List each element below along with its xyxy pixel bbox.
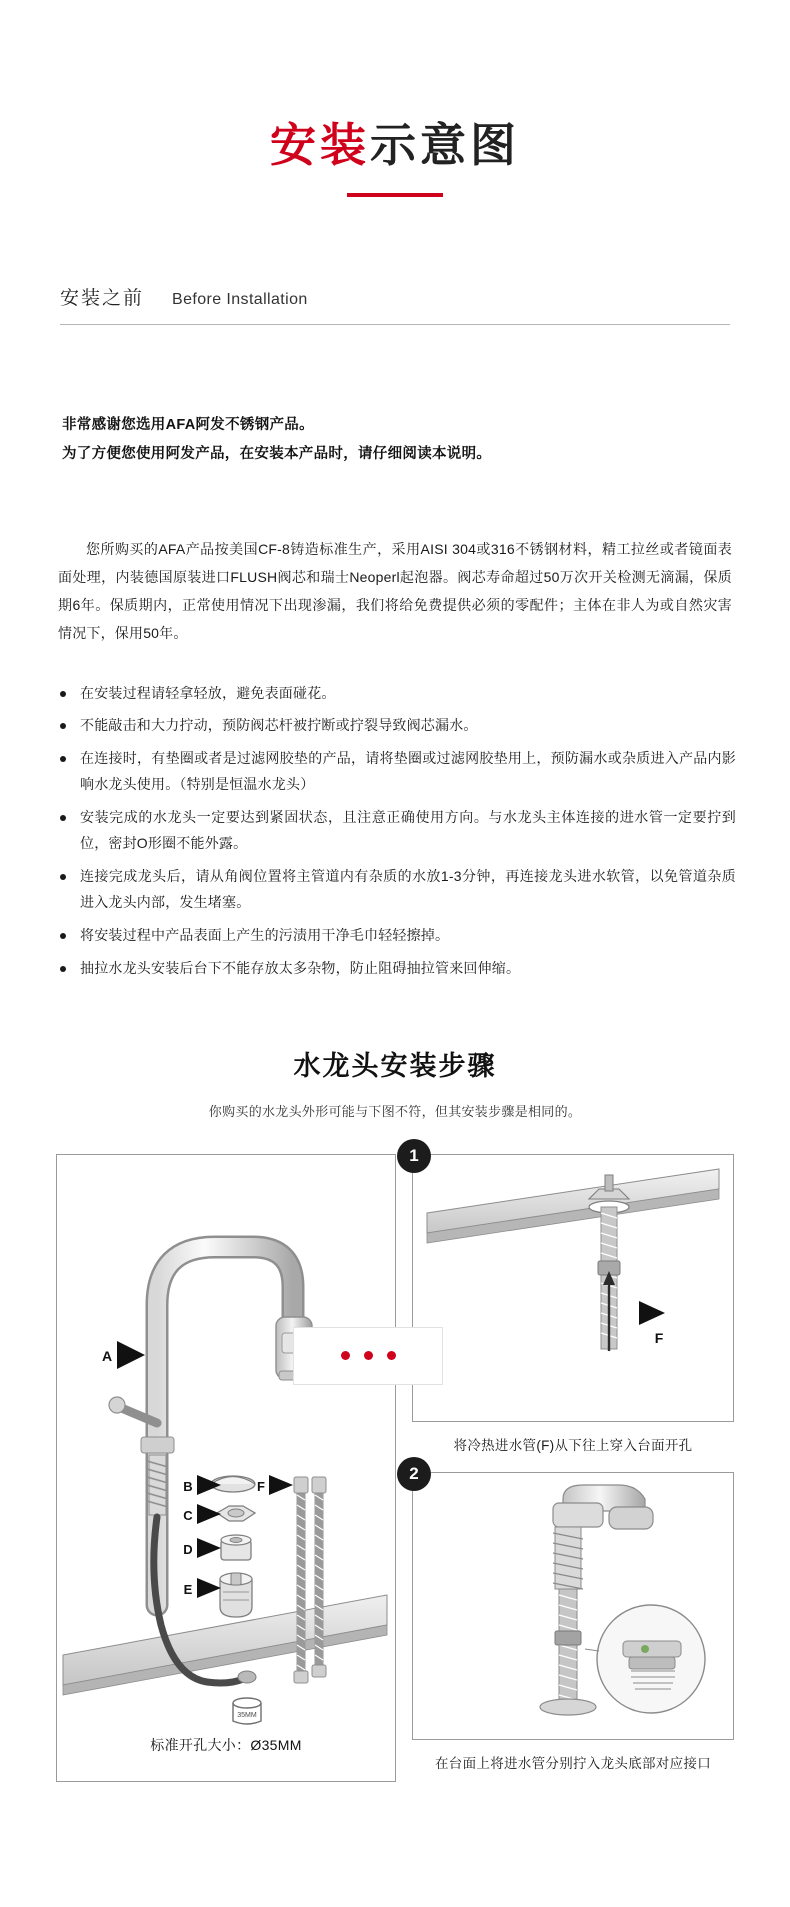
- steps-title: 水龙头安装步骤: [293, 1050, 497, 1081]
- svg-text:B: B: [183, 1478, 193, 1494]
- bold-note-line-1: 非常感谢您选用AFA阿发不锈钢产品。: [62, 416, 314, 433]
- marker-C: [183, 1504, 221, 1524]
- svg-text:F: F: [257, 1478, 265, 1494]
- title-block: [0, 0, 790, 197]
- svg-text:35MM: 35MM: [237, 1711, 257, 1719]
- list-item: 连接完成龙头后，请从角阀位置将主管道内有杂质的水放1-3分钟，再连接龙头进水软管，以免管道杂质进入龙头内部，发生堵塞。: [58, 864, 736, 916]
- page-title-red: 安装: [270, 119, 370, 171]
- step-1-diagram: [409, 1145, 734, 1422]
- faucet-parts-diagram: [56, 1154, 396, 1782]
- faucet-illustration: [57, 1155, 395, 1781]
- section-header: [60, 283, 730, 325]
- page-title-dark: 示意图: [370, 119, 520, 171]
- step-1-block: [409, 1145, 734, 1454]
- list-item: 抽拉水龙头安装后台下不能存放太多杂物，防止阻碍抽拉管来回伸缩。: [58, 956, 736, 982]
- marker-D: [183, 1538, 221, 1558]
- steps-subtitle: 你购买的水龙头外形可能与下图不符，但其安装步骤是相同的。: [208, 1103, 582, 1119]
- section-header-cn: 安装之前: [60, 287, 145, 309]
- step-2-illustration: [413, 1473, 733, 1739]
- bold-note-block: [62, 411, 730, 469]
- marker-A: [102, 1341, 145, 1369]
- title-underline: [347, 193, 443, 197]
- parts-column-shape: [211, 1476, 255, 1617]
- step-2-caption: 在台面上将进水管分别拧入龙头底部对应接口: [435, 1755, 711, 1771]
- diagram-area: [56, 1145, 734, 1782]
- svg-text:A: A: [101, 1347, 113, 1364]
- hole-size-label: 标准开孔大小：Ø35MM: [150, 1736, 302, 1753]
- warning-list: [58, 681, 736, 982]
- step-2-block: [409, 1463, 734, 1772]
- list-item: 不能敲击和大力拧动，预防阀芯杆被拧断或拧裂导致阀芯漏水。: [58, 713, 736, 739]
- svg-text:C: C: [183, 1507, 193, 1523]
- intro-paragraph: 您所购买的AFA产品按美国CF-8铸造标准生产，采用AISI 304或316不锈钢材料，精工拉丝或者镜面表面处理，内装德国原装进口FLUSH阀芯和瑞士Neoperl起泡器。阀芯寿命超过50万次开关检测无滴漏，保质期6年。保质期内，正常使用情况下出现渗漏，我们将给免费提供必须的零配件；主体在非人为或自然灾害情况下，保用50年。: [58, 540, 732, 641]
- page-title: [270, 120, 520, 171]
- list-item: 安装完成的水龙头一定要达到紧固状态，且注意正确使用方向。与水龙头主体连接的进水管一定要拧到位，密封O形圈不能外露。: [58, 805, 736, 857]
- list-item: 在安装过程请轻拿轻放，避免表面碰花。: [58, 681, 736, 707]
- step-2-diagram: [409, 1463, 734, 1740]
- ellipsis-badge: [293, 1327, 443, 1385]
- list-item: 在连接时，有垫圈或者是过滤网胶垫的产品，请将垫圈或过滤网胶垫用上，预防漏水或杂质进入产品内影响水龙头使用。（特别是恒温水龙头）: [58, 746, 736, 798]
- marker-F: [257, 1475, 293, 1495]
- section-header-en: Before Installation: [172, 290, 308, 308]
- hole-size-icon: [233, 1698, 261, 1724]
- dot-icon: [341, 1351, 350, 1360]
- marker-E: [184, 1578, 221, 1598]
- list-item: 将安装过程中产品表面上产生的污渍用干净毛巾轻轻擦掉。: [58, 923, 736, 949]
- bold-note-line-2: 为了方便您使用阿发产品，在安装本产品时，请仔细阅读本说明。: [62, 445, 492, 462]
- step-2-badge: 2: [397, 1457, 431, 1491]
- svg-text:F: F: [654, 1329, 664, 1346]
- step-1-caption: 将冷热进水管(F)从下往上穿入台面开孔: [453, 1437, 693, 1453]
- dot-icon: [364, 1351, 373, 1360]
- svg-text:D: D: [183, 1541, 193, 1557]
- marker-B: [183, 1475, 221, 1495]
- step-1-badge: 1: [397, 1139, 431, 1173]
- svg-text:E: E: [183, 1581, 193, 1597]
- step-1-illustration: [413, 1155, 733, 1421]
- supply-hose-shape: [294, 1477, 326, 1683]
- dot-icon: [387, 1351, 396, 1360]
- steps-column: [409, 1145, 734, 1772]
